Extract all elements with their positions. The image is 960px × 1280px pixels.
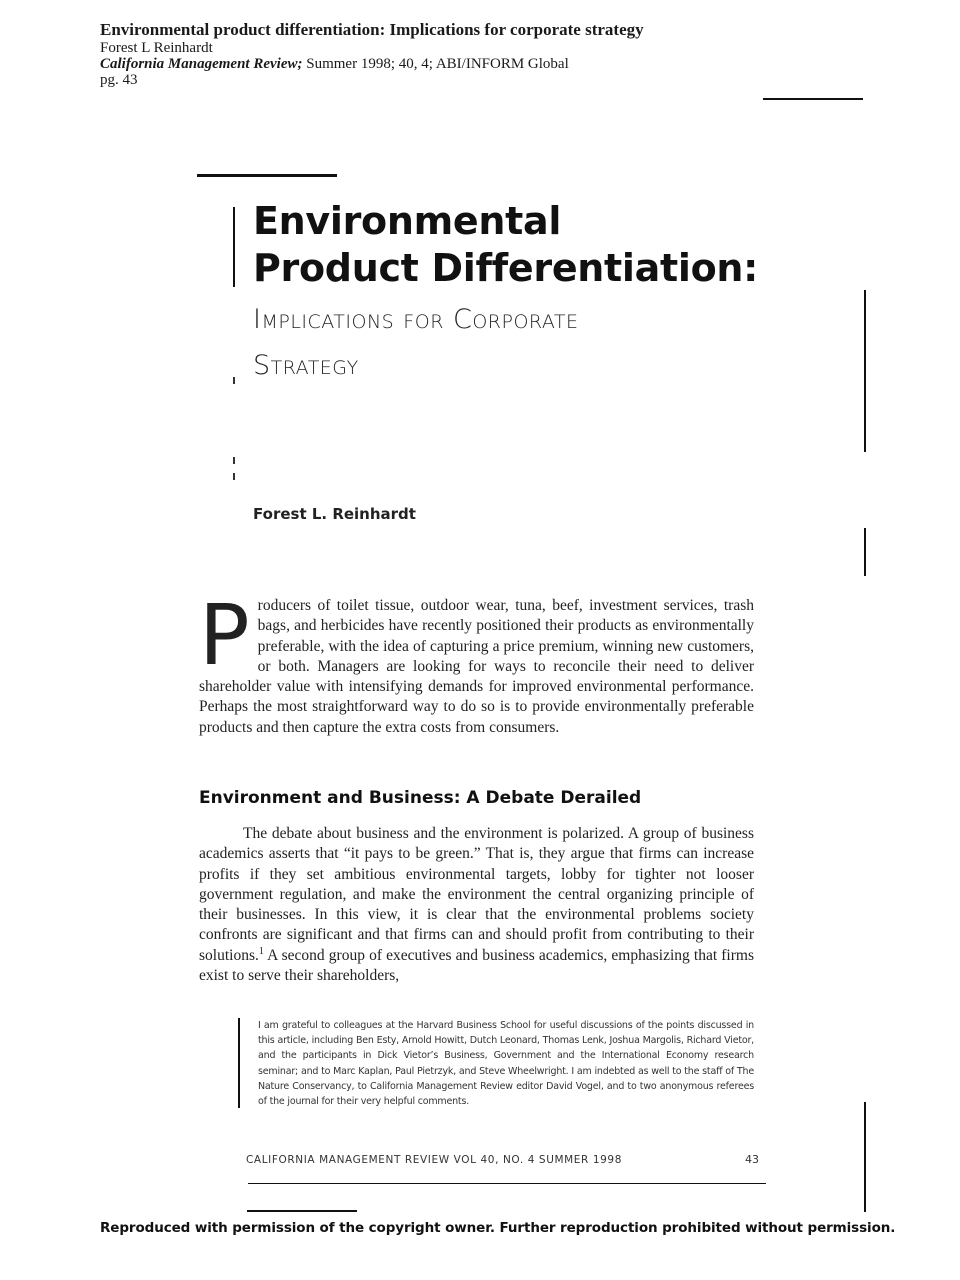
citation-title: Environmental product differentiation: Implications for corporate strategy xyxy=(100,20,644,39)
footnote: I am grateful to colleagues at the Harvard Business School for useful discussions of the points discussed in this article, including Ben Esty, Arnold Howitt, Dutch Leonard, Thomas Lenk, Joshua Margolis, Richard Vietor, and the participants in Dick Vietor’s Business, Government and the International Economy research seminar; and to Marc Kaplan, Paul Pietrzyk, and Steve Wheelwright. I am indebted as well to the staff of The Nature Conservancy, to California Management Review editor David Vogel, and to two anonymous referees of the journal for their very helpful comments. xyxy=(258,1020,754,1108)
page-number: 43 xyxy=(745,1153,759,1166)
footnote-left-bar xyxy=(238,1018,240,1108)
article-title-line-1: Environmental xyxy=(253,199,562,243)
citation-issue: Summer 1998; 40, 4; ABI/INFORM Global xyxy=(306,56,569,72)
margin-tick xyxy=(233,473,235,480)
bottom-short-rule xyxy=(247,1210,357,1212)
body-paragraph xyxy=(199,824,754,986)
drop-cap: P xyxy=(199,586,250,684)
title-ornament-rule xyxy=(197,174,337,177)
right-margin-bar xyxy=(864,528,866,576)
article-author: Forest L. Reinhardt xyxy=(253,505,416,523)
article-subtitle-line-2: Strategy xyxy=(253,350,359,381)
footnote-ref[interactable]: 1 xyxy=(258,945,264,957)
article-title xyxy=(253,198,758,292)
citation-journal: California Management Review; xyxy=(100,56,303,72)
permission-notice: Reproduced with permission of the copyright owner. Further reproduction prohibited without permission. xyxy=(100,1220,896,1236)
margin-tick xyxy=(233,457,235,464)
running-footer: CALIFORNIA MANAGEMENT REVIEW VOL 40, NO. 4 SUMMER 1998 xyxy=(246,1154,622,1166)
citation-journal-line xyxy=(100,56,644,72)
body-text-end: A second group of executives and business academics, emphasizing that firms exist to serve their shareholders, xyxy=(199,946,754,985)
article-subtitle-line-1: Implications for Corporate xyxy=(253,304,579,335)
citation-header xyxy=(100,20,644,88)
intro-paragraph xyxy=(199,586,754,738)
body-text: The debate about business and the environment is polarized. A group of business academics asserts that “it pays to be green.” That is, they argue that firms can increase profits if they set ambitious environmental targets, lobby for tighter not looser government regulation, and make the environment the central organizing principle of their businesses. In this view, it is clear that the environmental problems society confronts are significant and that firms can and should profit from contributing to their solutions. xyxy=(199,825,754,964)
article-title-line-2: Product Differentiation: xyxy=(253,246,759,290)
citation-page: pg. 43 xyxy=(100,72,138,88)
citation-author: Forest L Reinhardt xyxy=(100,40,213,56)
section-heading: Environment and Business: A Debate Derailed xyxy=(199,788,642,808)
article-subtitle xyxy=(253,297,578,389)
bottom-rule xyxy=(248,1183,766,1184)
right-margin-bar xyxy=(864,1102,866,1212)
title-left-bar xyxy=(233,207,235,287)
margin-tick xyxy=(233,377,235,384)
right-margin-bar xyxy=(864,290,866,452)
intro-text: roducers of toilet tissue, outdoor wear, tuna, beef, investment services, trash bags, and herbicides have recently positioned their products as environmentally preferable, with the idea of capturing a price premium, winning new customers, or both. Managers are looking for ways to reconcile their need to deliver shareholder value with intensifying demands for improved environmental performance. Perhaps the most straightforward way to do so is to provide environmentally preferable products and then capture the extra costs from consumers. xyxy=(199,597,754,736)
top-right-rule xyxy=(763,98,863,100)
